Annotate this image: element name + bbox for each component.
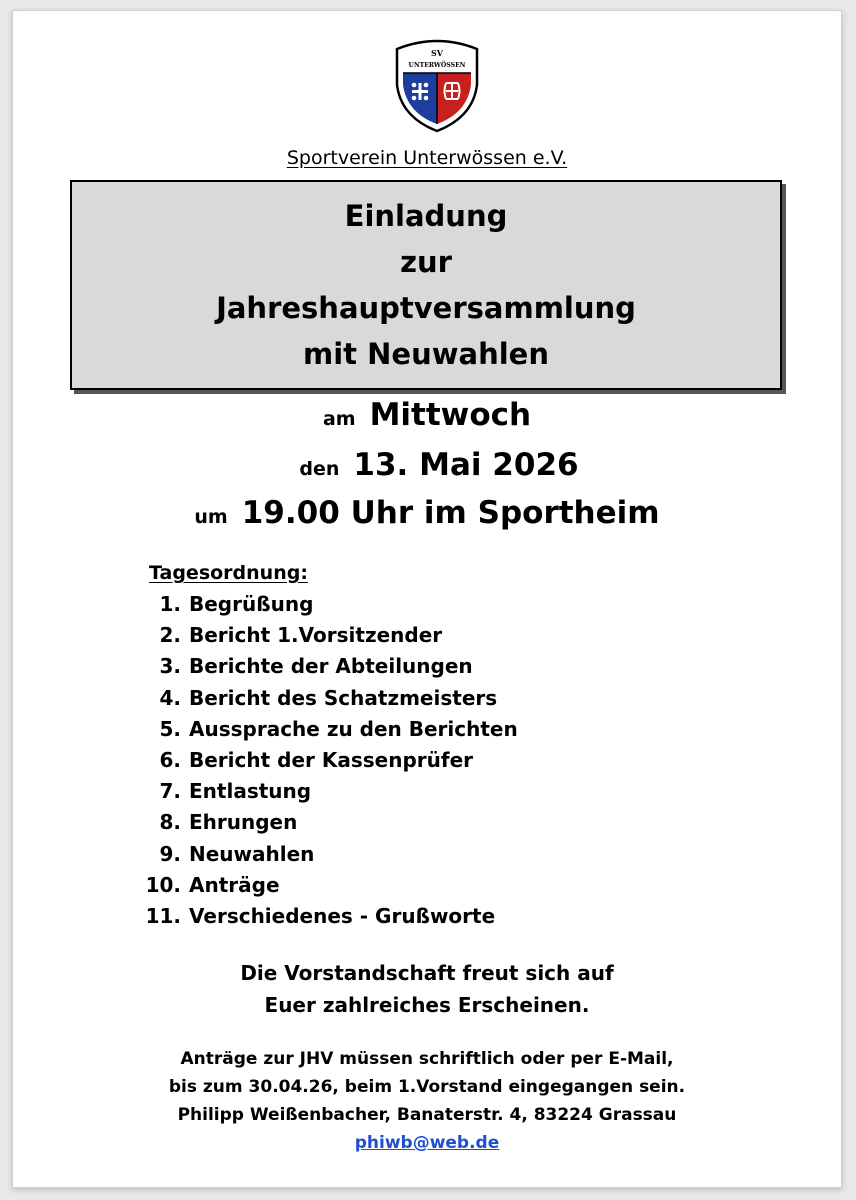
agenda-item: 5. Aussprache zu den Berichten — [159, 716, 518, 741]
closing-line-1: Die Vorstandschaft freut sich auf — [240, 961, 614, 985]
email-link[interactable]: phiwb@web.de — [354, 1133, 500, 1153]
schedule-date — [13, 447, 841, 483]
club-name: Sportverein Unterwössen e.V. — [286, 147, 568, 169]
agenda-item: 7. Entlastung — [159, 779, 312, 804]
title-line-zur: zur — [400, 245, 452, 279]
schedule-day — [13, 397, 841, 433]
crest-text-sv: SV — [431, 48, 443, 58]
agenda-item: 10. Anträge — [145, 872, 280, 897]
time-place-value: 19.00 Uhr im Sportheim — [241, 495, 660, 531]
title-line-meeting: Jahreshauptversammlung — [216, 291, 636, 325]
day-value: Mittwoch — [369, 397, 532, 433]
date-value: 13. Mai 2026 — [353, 447, 579, 483]
note-line-1: Anträge zur JHV müssen schriftlich oder per E-Mail, — [180, 1049, 674, 1069]
crest-text-name: UNTERWÖSSEN — [408, 62, 466, 69]
title-line-elections: mit Neuwahlen — [303, 337, 549, 371]
agenda-item: 2. Bericht 1.Vorsitzender — [159, 623, 443, 648]
note-line-2: bis zum 30.04.26, beim 1.Vorstand eingegangen sein. — [168, 1077, 686, 1097]
agenda-item: 4. Bericht des Schatzmeisters — [159, 685, 498, 710]
agenda-item: 3. Berichte der Abteilungen — [159, 654, 473, 679]
club-crest-logo — [393, 35, 481, 133]
agenda-list — [137, 589, 518, 932]
note-line-3: Philipp Weißenbacher, Banaterstr. 4, 83224 Grassau — [177, 1105, 677, 1125]
closing-line-2: Euer zahlreiches Erscheinen. — [264, 993, 590, 1017]
invitation-page — [12, 10, 842, 1188]
schedule-time-place — [13, 495, 841, 531]
submission-note — [13, 1045, 841, 1157]
agenda-item: 1. Begrüßung — [159, 592, 314, 616]
agenda-item: 8. Ehrungen — [159, 810, 298, 835]
title-box — [70, 180, 782, 390]
title-line-invitation: Einladung — [344, 199, 508, 233]
date-prefix: den — [299, 458, 340, 480]
closing-message — [13, 957, 841, 1021]
day-prefix: am — [322, 408, 356, 430]
agenda-item: 11. Verschiedenes - Grußworte — [145, 903, 496, 928]
time-prefix: um — [194, 506, 228, 528]
agenda-item: 6. Bericht der Kassenprüfer — [159, 747, 474, 772]
agenda-heading: Tagesordnung: — [149, 562, 308, 584]
agenda-item: 9. Neuwahlen — [159, 841, 315, 866]
